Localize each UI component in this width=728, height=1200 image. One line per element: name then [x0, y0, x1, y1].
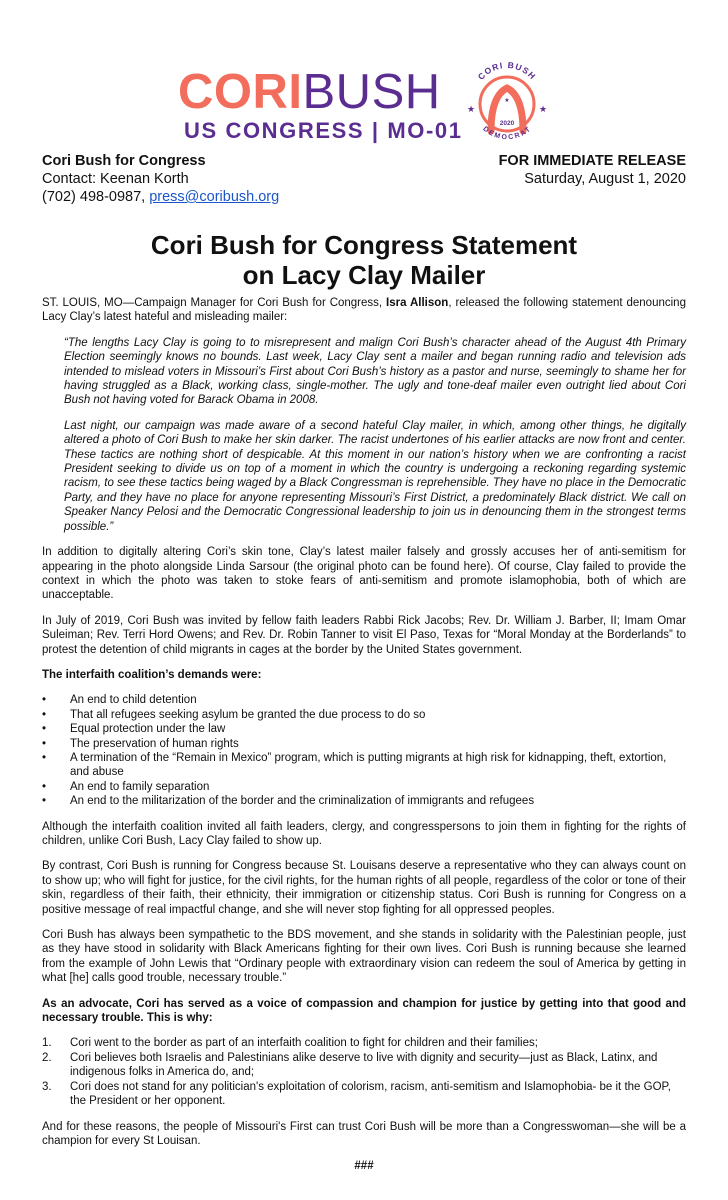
org-name: Cori Bush for Congress [42, 153, 206, 169]
contact-line [42, 188, 279, 206]
intro-text: ST. LOUIS, MO—Campaign Manager for Cori Bush for Congress, [42, 297, 387, 309]
list-text: Cori believes both Israelis and Palestinians alike deserve to live with dignity and security—just as Black, Latinx, and indigenous folks in America do, and; [70, 1051, 658, 1079]
reasons-list [42, 1036, 686, 1108]
logo-subtitle: US CONGRESS | MO-01 [184, 118, 463, 143]
list-text: Cori went to the border as part of an interfaith coalition to fight for children and their families; [70, 1037, 538, 1050]
logo-wordmark [178, 65, 463, 144]
intro-text-end: , released the following statement denouncing Lacy Clay’s latest hateful and misleading mailer: [42, 297, 686, 324]
list-number: 1. [42, 1037, 52, 1050]
list-item: • An end to family separation [42, 780, 686, 794]
campaign-logo [0, 59, 728, 152]
list-item: • That all refugees seeking asylum be granted the due process to do so [42, 708, 686, 722]
list-item: • Equal protection under the law [42, 722, 686, 736]
demands-list [42, 693, 686, 808]
end-mark: ### [354, 1160, 374, 1173]
paragraph-bds: Cori Bush has always been sympathetic to the BDS movement, and she stands in solidarity with the Palestinian people, just as they have stood in solidarity with Black Americans fighting for their own lives. Cori Bush is running because she learned from the example of John Lewis that “Ordinary people with extraordinary vision can redeem the soul of America by getting in what [he] calls good trouble, necessary trouble.” [42, 929, 686, 985]
release-date: Saturday, August 1, 2020 [524, 171, 686, 187]
quote-paragraph-2: Last night, our campaign was made aware of a second hateful Clay mailer, in which, among other things, he digitally altered a photo of Cori Bush to make her skin darker. The racist undertones of his earlier attacks are now front and center. These tactics are nothing short of despicable. At this moment in our nation’s history when we are confronting a racist President seeking to divide us on top of a moment in which the country is undergoing a reckoning regarding systemic racism, to see these tactics being waged by a Black Congressman is reprehensible. They have no place in the Democratic Party, and they have no place for anyone representing Missouri’s First District, a predominately Black district. We call on Speaker Nancy Pelosi and the Democratic Congressional leadership to join us in denouncing them in the strongest terms possible.” [64, 419, 686, 533]
logo-name-first: CORI [178, 65, 303, 119]
list-item [42, 1036, 686, 1050]
seal-bottom-text: DEMOCRAT [481, 125, 533, 142]
list-item [42, 1051, 686, 1080]
svg-text:★: ★ [539, 105, 548, 115]
list-number: 2. [42, 1051, 52, 1064]
title-line-2: on Lacy Clay Mailer [242, 260, 486, 290]
seal-top-text: CORI BUSH [475, 59, 539, 82]
contact-name: Contact: Keenan Korth [42, 171, 189, 187]
list-item [42, 1080, 686, 1109]
svg-text:★: ★ [504, 97, 510, 104]
advocate-heading: As an advocate, Cori has served as a voice of compassion and champion for justice by getting into that good and necessary trouble. This is why: [42, 997, 686, 1025]
paragraph-coalition: Although the interfaith coalition invited all faith leaders, clergy, and congresspersons to join them in fighting for the rights of children, unlike Cori Bush, Lacy Clay failed to show up. [42, 820, 686, 847]
list-text: Cori does not stand for any politician's exploitation of colorism, racism, anti-semitism and Islamophobia- be it the GOP, the President or her opponent. [70, 1080, 671, 1108]
statement-body [42, 296, 686, 1185]
svg-text:★: ★ [467, 105, 476, 115]
quote-paragraph-1: “The lengths Lacy Clay is going to to misrepresent and malign Cori Bush’s character ahead of the August 4th Primary Election seemingly knows no bounds. Last week, Lacy Clay sent a mailer and began running radio and television ads intended to mislead voters in Missouri’s First about Cori Bush’s history as a pastor and nurse, seemingly to shame her for having struggled as a Black, working class, single-mother. The ugly and tone-deaf mailer even outright lied about Cori Bush not having voted for Barack Obama in 2008. [64, 336, 686, 407]
contact-block [42, 152, 279, 206]
press-email-link[interactable]: press@coribush.org [149, 189, 280, 205]
intro-paragraph [42, 296, 686, 325]
closing-paragraph: And for these reasons, the people of Missouri's First can trust Cori Bush will be more than a Congresswoman—she will be a champion for every St Louisan. [42, 1120, 686, 1147]
campaign-seal-icon [461, 54, 553, 154]
list-item: • The preservation of human rights [42, 737, 686, 751]
page-title [42, 230, 686, 290]
list-item: • An end to child detention [42, 693, 686, 707]
demands-heading: The interfaith coalition’s demands were: [42, 668, 262, 681]
paragraph-contrast: By contrast, Cori Bush is running for Congress because St. Louisans deserve a representative who they can always count on to show up; who will fight for justice, for the civil rights, for the human rights of all people, regardless of the color or tone of their skin, regardless of their faith, their ethnicity, their immigration or citizenship status. Cori Bush is running for Congress on a positive message of real impactful change, and she will never stop fighting for all oppressed peoples. [42, 860, 686, 916]
release-block [499, 152, 686, 188]
release-label: FOR IMMEDIATE RELEASE [498, 153, 686, 169]
title-line-1: Cori Bush for Congress Statement [150, 230, 578, 260]
logo-name-last: BUSH [302, 65, 441, 119]
contact-phone: (702) 498-0987, [42, 189, 150, 205]
logo-name [178, 66, 453, 118]
paragraph-skin-tone: In addition to digitally altering Cori’s skin tone, Clay’s latest mailer falsely and grossly accuses her of anti-semitism for appearing in the photo alongside Linda Sarsour (the original photo can be found here). Of course, Clay failed to provide the context in which the photo was taken to stoke fears of anti-semitism and promote islamophobia, both of which are unacceptable. [42, 546, 686, 602]
list-item: • A termination of the “Remain in Mexico” program, which is putting migrants at high risk for kidnapping, theft, extortion, and abuse [42, 751, 686, 780]
seal-year: 2020 [499, 120, 515, 127]
list-item: • An end to the militarization of the border and the criminalization of immigrants and refugees [42, 794, 686, 808]
paragraph-el-paso: In July of 2019, Cori Bush was invited by fellow faith leaders Rabbi Rick Jacobs; Rev. Dr. William J. Barber, II; Imam Omar Suleiman; Rev. Terri Hord Owens; and Rev. Dr. Robin Tanner to visit El Paso, Texas for “Moral Monday at the Borderlands” to protest the detention of child migrants in cages at the border by the United States government. [42, 614, 686, 656]
list-number: 3. [42, 1080, 52, 1093]
intro-name: Isra Allison [386, 297, 449, 309]
